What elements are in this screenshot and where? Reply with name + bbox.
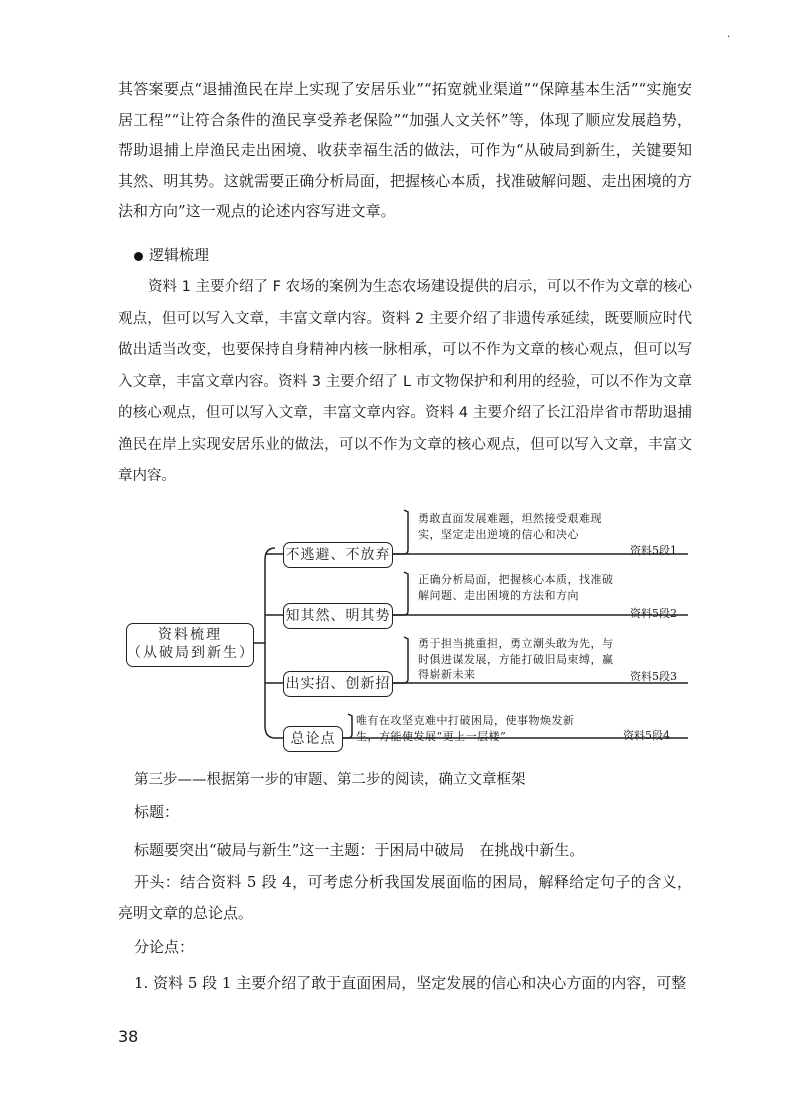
branch-source-1: 资料5段1 — [630, 544, 677, 557]
section-heading — [134, 240, 209, 270]
branch-node-1: 不逃避、不放弃 — [283, 542, 393, 568]
branch-node-2: 知其然、明其势 — [283, 603, 393, 629]
branch-source-3: 资料5段3 — [630, 670, 677, 683]
branch-source-4: 资料5段4 — [623, 729, 670, 742]
branch-node-4: 总论点 — [283, 726, 343, 752]
root-title: 资料梳理 — [158, 627, 222, 643]
title-label: 标题： — [134, 803, 180, 821]
branch-source-2: 资料5段2 — [630, 607, 677, 620]
branch-note-2: 正确分析局面，把握核心本质，找准破解问题、走出困境的方法和方向 — [418, 573, 614, 602]
connector-note-1 — [391, 510, 408, 554]
connector-note-3 — [391, 637, 408, 683]
page-number: 38 — [118, 1027, 139, 1046]
step-three-heading: 第三步——根据第一步的审题、第二步的阅读，确立文章框架 — [134, 772, 526, 788]
connector-trunk — [265, 548, 275, 738]
bullet-icon — [134, 252, 143, 261]
branch-note-3: 勇于担当挑重担，勇立潮头敢为先，与时俱进谋发展，方能打破旧局束缚，赢得崭新未来 — [418, 637, 614, 681]
corner-mark: · — [727, 32, 731, 43]
mindmap-root-node — [126, 623, 254, 667]
connector-note-2 — [391, 572, 408, 615]
branch-node-3: 出实招、创新招 — [283, 671, 393, 697]
section-heading-text: 逻辑梳理 — [149, 246, 210, 264]
title-text: 标题要突出“破局与新生”这一主题：于困局中破局 在挑战中新生。 — [134, 841, 585, 859]
branch-note-4: 唯有在攻坚克难中打破困局，使事物焕发新生，方能使发展“更上一层楼” — [356, 714, 575, 743]
branch-note-1: 勇敢直面发展难题，坦然接受艰难现实，坚定走出逆境的信心和决心 — [418, 512, 602, 541]
intro-paragraph: 其答案要点“退捕渔民在岸上实现了安居乐业”“拓宽就业渠道”“保障基本生活”“实施安居工程”“让符合条件的渔民享受养老保险”“加强人文关怀”等，体现了顺应发展趋势，帮助退捕上岸渔民走出困境、收获幸福生活的做法，可作为“从破局到新生，关键要知其然、明其势。这就需要正确分析局面，把握核心本质，找准破解问题、走出困境的方法和方向”这一观点的论述内容写进文章。 — [118, 80, 692, 220]
opening-paragraph: 开头：结合资料 5 段 4，可考虑分析我国发展面临的困局，解释给定句子的含义，亮明文章的总论点。 — [118, 873, 692, 922]
subpoint-1: 1. 资料 5 段 1 主要介绍了敢于直面困局，坚定发展的信心和决心方面的内容，可整 — [134, 974, 687, 992]
root-subtitle: （从破局到新生） — [127, 645, 255, 661]
logic-paragraph: 资料 1 主要介绍了 F 农场的案例为生态农场建设提供的启示，可以不作为文章的核心观点，但可以写入文章，丰富文章内容。资料 2 主要介绍了非遗传承延续，既要顺应时代做出适当改变，也要保持自身精神内核一脉相承，可以不作为文章的核心观点，但可以写入文章，丰富文章内容。资料 3 主要介绍了 L 市文物保护和利用的经验，可以不作为文章的核心观点，但可以写入文章，丰富文章内容。资料 4 主要介绍了长江沿岸省市帮助退捕渔民在岸上实现安居乐业的做法，可以不作为文章的核心观点，但可以写入文章，丰富文章内容。 — [118, 279, 692, 484]
subpoints-label: 分论点： — [134, 938, 195, 956]
connector-note-4 — [341, 714, 352, 738]
